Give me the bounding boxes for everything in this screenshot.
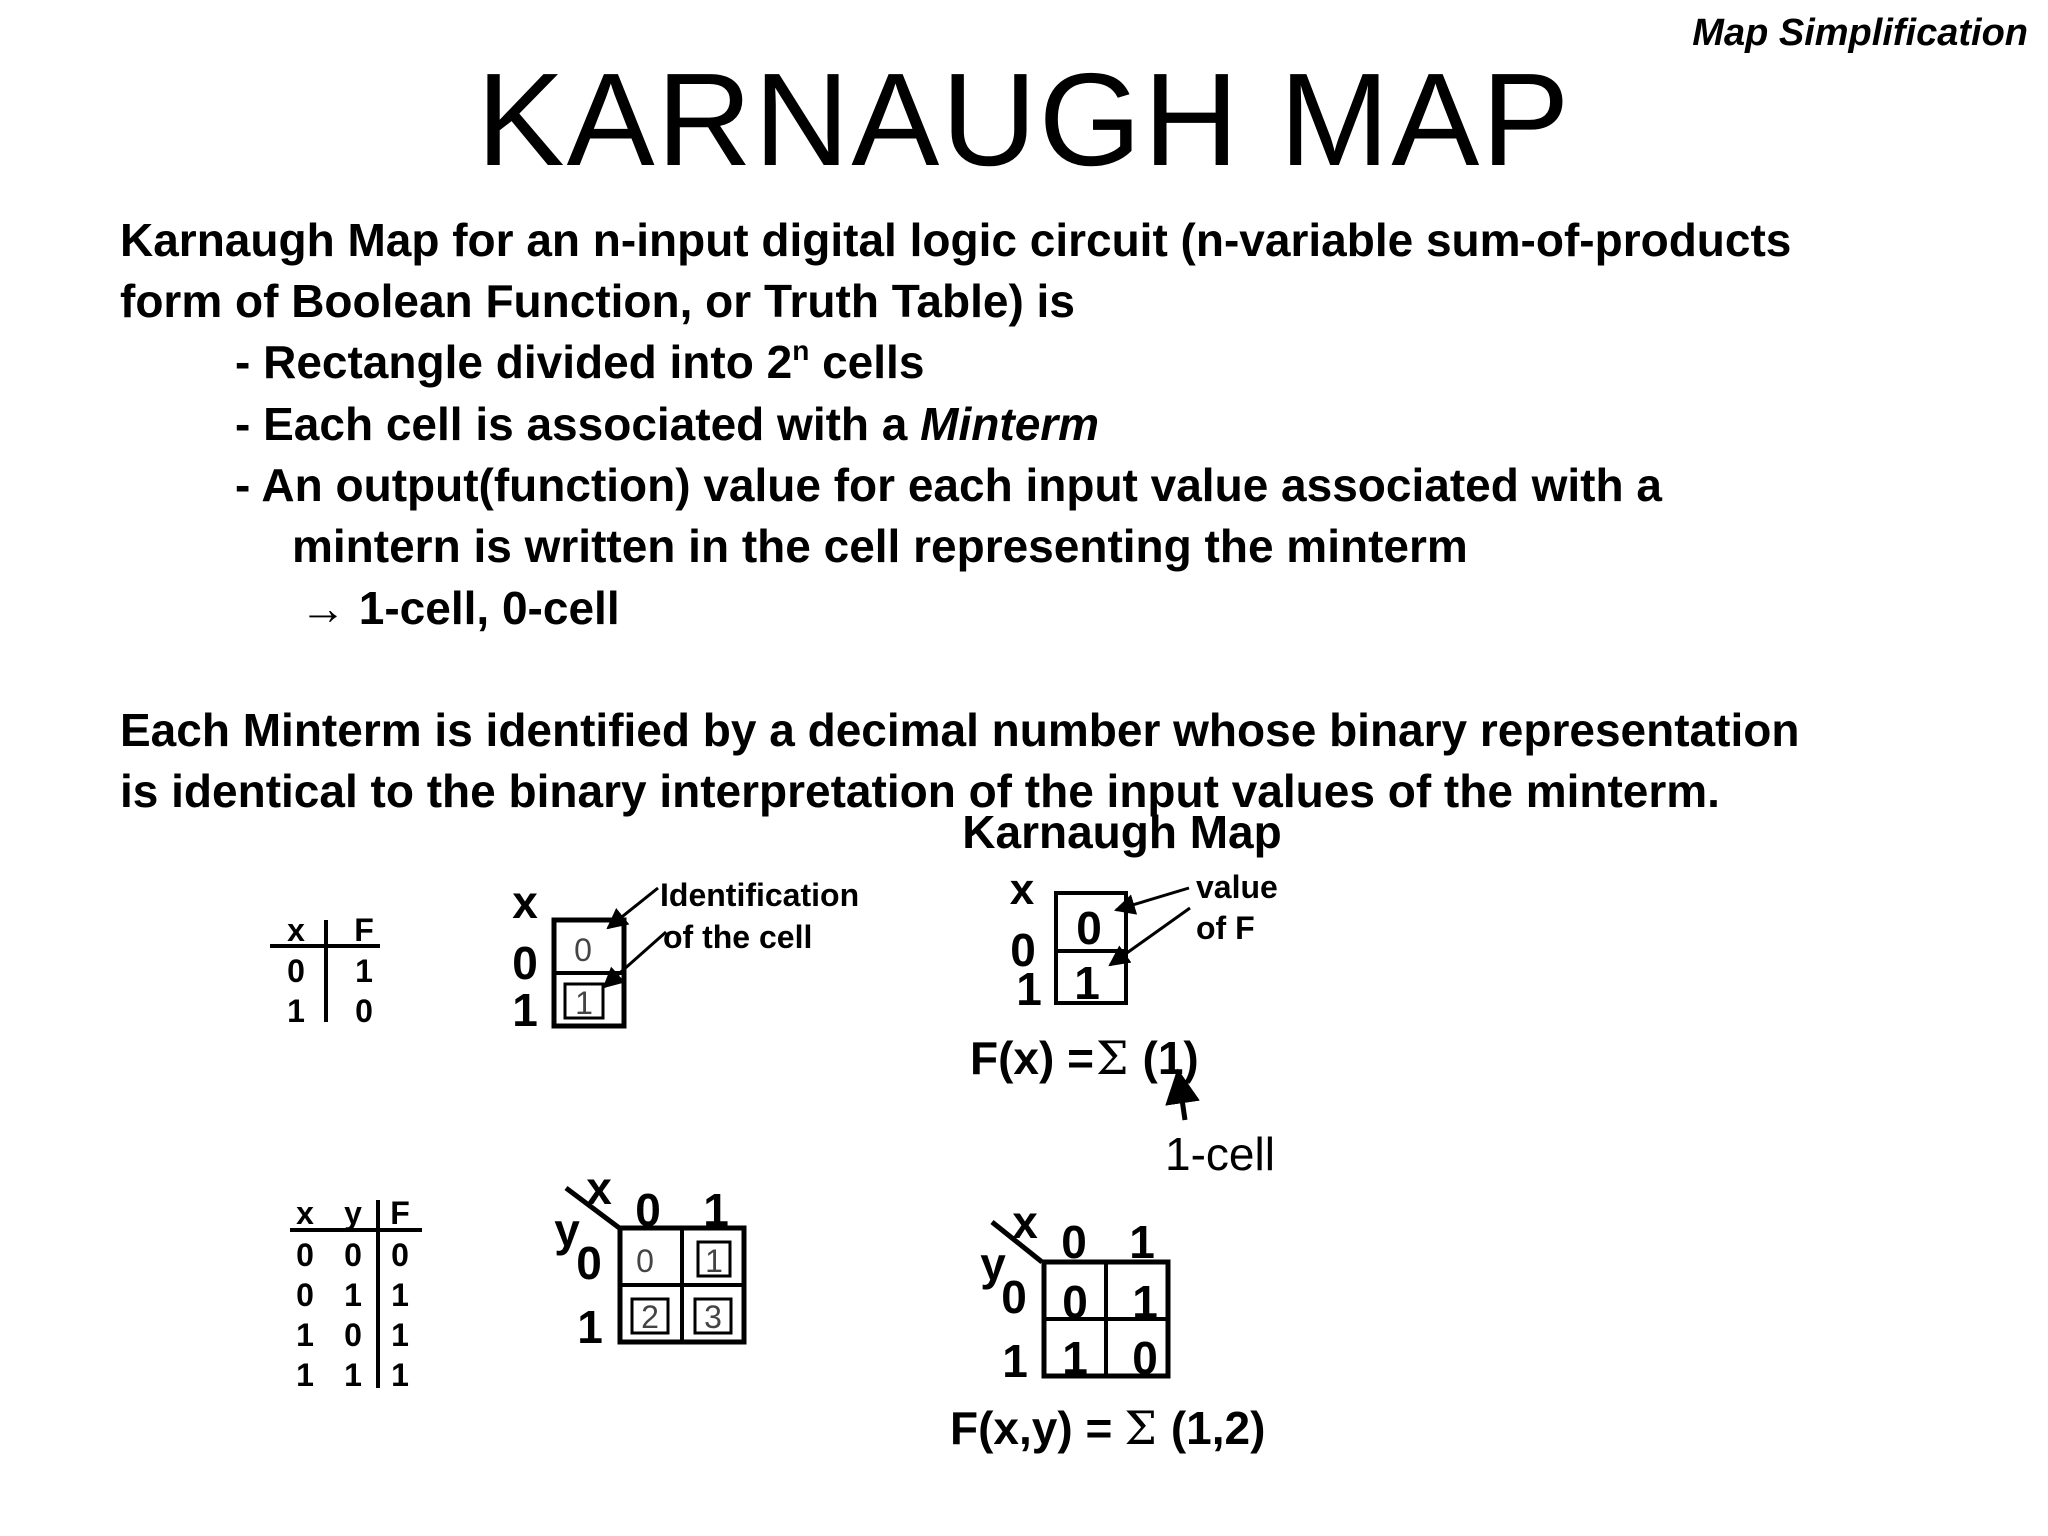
id1-row-label: 0 [512,937,538,989]
k2-cell-value: 0 [1132,1332,1158,1384]
minterm-line-1: Each Minterm is identified by a decimal number whose binary representation [120,704,1800,756]
id2-cell-index: 2 [641,1299,659,1335]
sigma-symbol: Σ [1095,1031,1129,1085]
id1-cell-index: 1 [575,985,593,1021]
tt1-cell: 1 [287,993,305,1029]
bullet-output-value: - An output(function) value for each input value associated with a [235,459,1662,511]
tt1-cell: 0 [355,993,373,1029]
tt2-cell: 0 [296,1237,314,1273]
k1-annotation: of F [1196,910,1255,946]
truth-table-2var [290,1195,422,1393]
k1-pointer-label: 1-cell [1165,1128,1275,1180]
id2-row-var: y [554,1204,580,1256]
tt2-cell: 1 [344,1277,362,1313]
k1-cell-value: 0 [1076,902,1102,954]
k1-var-label: x [1009,865,1035,914]
kmap-1var [962,806,1281,1180]
k2-cell-value: 1 [1062,1332,1088,1384]
k2-row-var: y [980,1238,1006,1290]
tt1-cell: 1 [355,953,373,989]
k2-formula-prefix: F(x,y) = [950,1402,1113,1454]
k2-row-label: 0 [1001,1271,1027,1323]
tt2-cell: 0 [344,1317,362,1353]
k1-row-label: 1 [1016,963,1042,1015]
kmap-heading: Karnaugh Map [962,806,1282,858]
id1-arrow-top [608,888,658,928]
minterm-emphasis: Minterm [920,398,1100,450]
minterm-line-2: is identical to the binary interpretation of the input values of the minterm. [120,765,1720,817]
bullet-rectangle-tail: cells [809,336,925,388]
id1-row-label: 1 [512,984,538,1036]
id2-col-label: 0 [635,1184,661,1236]
id-map-1var [512,876,859,1036]
k1-formula-prefix: F(x) = [970,1032,1094,1084]
truth-table-1var [270,912,380,1029]
id2-cell-index: 1 [705,1243,723,1279]
intro-line-2: form of Boolean Function, or Truth Table) is [120,275,1075,327]
k2-cell-value: 0 [1062,1276,1088,1328]
tt2-cell: 1 [296,1357,314,1393]
tt2-cell: 1 [391,1357,409,1393]
k2-row-label: 1 [1002,1335,1028,1387]
k1-annotation: value [1196,869,1278,905]
bullet-rectangle-text: - Rectangle divided into 2 [235,336,793,388]
tt2-cell: 0 [296,1277,314,1313]
bullet-cell-types: → 1-cell, 0-cell [300,582,620,634]
tt2-cell: 0 [391,1237,409,1273]
intro-line-1: Karnaugh Map for an n-input digital logic circuit (n-variable sum-of-products [120,214,1792,266]
k1-row-label: 0 [1010,924,1036,976]
tt1-cell: 0 [287,953,305,989]
id1-arrow-bottom [604,932,666,987]
tt2-header: y [344,1195,362,1231]
page-title: KARNAUGH MAP [476,46,1572,193]
tt2-cell: 1 [391,1317,409,1353]
id2-col-label: 1 [703,1184,729,1236]
id2-row-label: 1 [577,1301,603,1353]
id2-cell-index: 0 [636,1243,654,1279]
bullet-minterm-text: - Each cell is associated with a [235,398,921,450]
k2-cell-value: 1 [1132,1276,1158,1328]
k1-arrow-bottom [1110,908,1190,965]
tt2-cell: 1 [344,1357,362,1393]
k2-col-var: x [1012,1196,1038,1248]
id1-cell-index: 0 [574,932,592,968]
tt2-header: x [296,1195,314,1231]
tt1-header-x: x [287,912,305,948]
tt2-header: F [390,1195,410,1231]
k2-col-label: 0 [1061,1216,1087,1268]
tt2-cell: 1 [391,1277,409,1313]
bullet-output-value-cont: mintern is written in the cell representing the minterm [292,520,1468,572]
tt1-header-f: F [354,912,374,948]
superscript-n: n [792,335,810,366]
id2-col-var: x [586,1162,612,1214]
id-map-2var [554,1162,744,1353]
k2-formula [950,1401,1265,1455]
kmap-2var [950,1196,1265,1455]
id1-var-label: x [512,876,538,928]
section-label: Map Simplification [1692,12,2028,54]
k1-formula-terms: (1) [1142,1032,1199,1084]
id2-row-label: 0 [576,1237,602,1289]
id2-cell-index: 3 [704,1299,722,1335]
tt2-cell: 1 [296,1317,314,1353]
tt2-cell: 0 [344,1237,362,1273]
sigma-symbol: Σ [1124,1401,1157,1455]
id1-annotation: Identification [660,877,860,913]
k2-formula-terms: (1,2) [1170,1402,1266,1454]
k1-formula [970,1031,1199,1085]
id1-annotation: of the cell [663,919,813,955]
k1-cell-value: 1 [1074,957,1100,1009]
k2-col-label: 1 [1129,1216,1155,1268]
